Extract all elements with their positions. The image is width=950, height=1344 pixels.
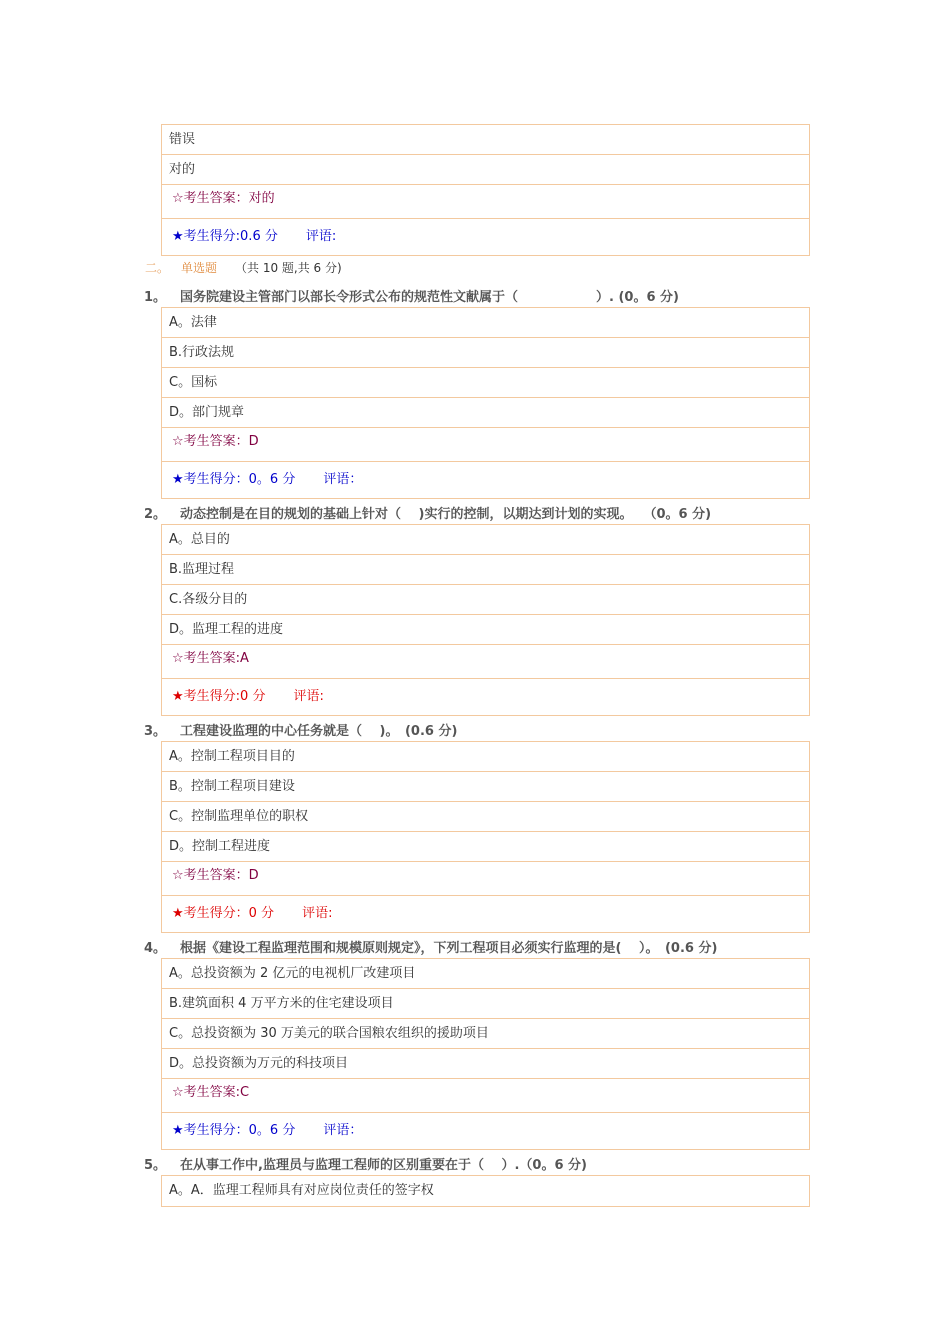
student-answer: ☆考生答案:A xyxy=(162,645,809,679)
question-title xyxy=(144,503,711,522)
option-a[interactable]: A。总投资额为 2 亿元的电视机厂改建项目 xyxy=(162,959,809,989)
student-answer: ☆考生答案:C xyxy=(162,1079,809,1113)
student-answer: ☆考生答案：D xyxy=(162,862,809,896)
star-icon: ★ xyxy=(172,1123,184,1138)
option-a[interactable]: A。控制工程项目目的 xyxy=(162,742,809,772)
top-answer-box xyxy=(161,124,810,256)
student-answer: ☆考生答案：D xyxy=(162,428,809,462)
question-number: 4。 xyxy=(144,941,167,956)
score-line xyxy=(162,679,809,715)
option-d[interactable]: D。部门规章 xyxy=(162,398,809,428)
score-line xyxy=(162,1113,809,1149)
option-d[interactable]: D。监理工程的进度 xyxy=(162,615,809,645)
option-a[interactable]: A。法律 xyxy=(162,308,809,338)
option-b[interactable]: B.监理过程 xyxy=(162,555,809,585)
section-heading xyxy=(145,259,342,276)
score-text: 考生得分:0.6 分 xyxy=(183,229,278,244)
option-c[interactable]: C。总投资额为 30 万美元的联合国粮农组织的援助项目 xyxy=(162,1019,809,1049)
comment-label: 评语: xyxy=(302,906,333,921)
option-wrong[interactable]: 错误 xyxy=(162,125,809,155)
question-title xyxy=(144,286,679,305)
question-number: 5。 xyxy=(144,1158,167,1173)
question-box xyxy=(161,1175,810,1207)
question-box xyxy=(161,307,810,499)
comment-label: 评语： xyxy=(323,472,363,487)
question-title xyxy=(144,937,717,956)
option-d[interactable]: D。总投资额为万元的科技项目 xyxy=(162,1049,809,1079)
comment-label: 评语: xyxy=(293,689,324,704)
question-text: 工程建设监理的中心任务就是（ )。 (0.6 分) xyxy=(180,724,458,739)
section-type: 单选题 xyxy=(181,261,218,275)
star-icon: ★ xyxy=(172,689,184,704)
question-title xyxy=(144,720,457,739)
score-line xyxy=(162,219,809,255)
score-line xyxy=(162,462,809,498)
comment-label: 评语： xyxy=(323,1123,363,1138)
option-d[interactable]: D。控制工程进度 xyxy=(162,832,809,862)
question-number: 2。 xyxy=(144,507,167,522)
option-right[interactable]: 对的 xyxy=(162,155,809,185)
question-box xyxy=(161,958,810,1150)
star-icon: ★ xyxy=(172,472,184,487)
option-b[interactable]: B.行政法规 xyxy=(162,338,809,368)
question-number: 3。 xyxy=(144,724,167,739)
student-answer: ☆考生答案：对的 xyxy=(162,185,809,219)
question-text: 国务院建设主管部门以部长令形式公布的规范性文献属于（ ）. (0。6 分) xyxy=(180,290,679,305)
question-text: 在从事工作中,监理员与监理工程师的区别重要在于（ ）.（0。6 分) xyxy=(180,1158,587,1173)
option-c[interactable]: C。控制监理单位的职权 xyxy=(162,802,809,832)
star-icon: ★ xyxy=(172,229,184,244)
option-c[interactable]: C。国标 xyxy=(162,368,809,398)
score-text: 考生得分：0 分 xyxy=(183,906,275,921)
option-a[interactable]: A。总目的 xyxy=(162,525,809,555)
section-number: 二。 xyxy=(145,261,170,275)
question-text: 动态控制是在目的规划的基础上针对（ )实行的控制，以期达到计划的实现。 （0。6 分) xyxy=(180,507,712,522)
option-b[interactable]: B。控制工程项目建设 xyxy=(162,772,809,802)
score-text: 考生得分:0 分 xyxy=(183,689,266,704)
question-box xyxy=(161,741,810,933)
question-title xyxy=(144,1154,587,1173)
question-text: 根据《建设工程监理范围和规模原则规定》，下列工程项目必须实行监理的是( ）。 (0.6 分) xyxy=(180,941,718,956)
score-line xyxy=(162,896,809,932)
score-text: 考生得分：0。6 分 xyxy=(183,1123,296,1138)
question-box xyxy=(161,524,810,716)
section-count: （共 10 题,共 6 分) xyxy=(235,261,342,275)
comment-label: 评语: xyxy=(305,229,337,244)
option-c[interactable]: C.各级分目的 xyxy=(162,585,809,615)
option-a[interactable]: A。A．监理工程师具有对应岗位责任的签字权 xyxy=(169,1183,434,1198)
question-number: 1。 xyxy=(144,290,167,305)
score-text: 考生得分：0。6 分 xyxy=(183,472,296,487)
star-icon: ★ xyxy=(172,906,184,921)
option-b[interactable]: B.建筑面积 4 万平方米的住宅建设项目 xyxy=(162,989,809,1019)
